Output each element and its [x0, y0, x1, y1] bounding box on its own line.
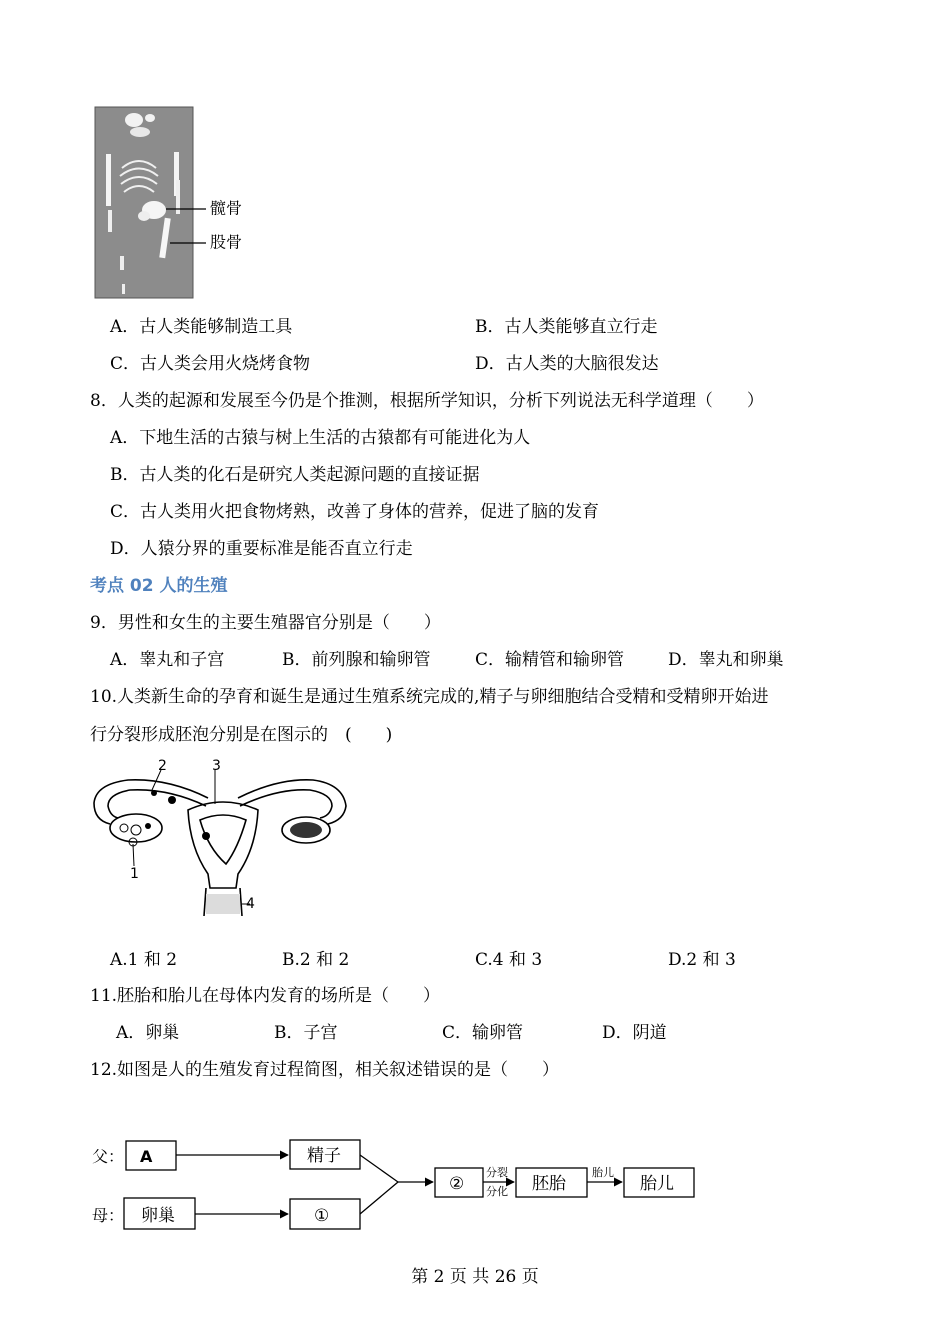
split-bottom-text: 分化 [486, 1185, 508, 1198]
fig-label-1: 1 [130, 866, 139, 882]
q10-option-a[interactable]: A.1 和 2 [110, 950, 178, 970]
q7-option-c[interactable]: C．古人类会用火烧烤食物 [110, 354, 311, 374]
skeleton-figure [94, 106, 254, 300]
circle2-text: ② [449, 1174, 465, 1194]
female-reproductive-illustration [88, 758, 358, 918]
q12-stem: 12.如图是人的生殖发育过程简图，相关叙述错误的是（ ） [90, 1060, 560, 1080]
q9-stem: 9．男性和女生的主要生殖器官分别是（ ） [90, 613, 441, 633]
q11-stem: 11.胚胎和胎儿在母体内发育的场所是（ ） [90, 986, 441, 1006]
q8-stem: 8．人类的起源和发展至今仍是个推测，根据所学知识，分析下列说法无科学道理（ ） [90, 391, 764, 411]
q10-option-c[interactable]: C.4 和 3 [475, 950, 543, 970]
q11-option-d[interactable]: D．阴道 [602, 1023, 667, 1043]
q9-option-a[interactable]: A．睾丸和子宫 [110, 650, 225, 670]
sperm-text: 精子 [307, 1146, 341, 1166]
page-footer: 第 2 页 共 26 页 [411, 1267, 539, 1287]
uterus-diagram [88, 758, 358, 918]
box-a-text: A [140, 1147, 153, 1166]
q8-option-d[interactable]: D．人猿分界的重要标准是能否直立行走 [110, 539, 413, 559]
q7-option-d[interactable]: D．古人类的大脑很发达 [475, 354, 659, 374]
q8-option-c[interactable]: C．古人类用火把食物烤熟，改善了身体的营养，促进了脑的发育 [110, 502, 600, 522]
q11-option-a[interactable]: A．卵巢 [116, 1023, 180, 1043]
father-label: 父： [92, 1147, 125, 1166]
skeleton-illustration [94, 106, 254, 300]
fig-label-3: 3 [212, 758, 221, 774]
q10-option-d[interactable]: D.2 和 3 [668, 950, 736, 970]
fetus-text: 胎儿 [640, 1174, 674, 1194]
q7-option-b[interactable]: B．古人类能够直立行走 [475, 317, 658, 337]
q10-stem-line2: 行分裂形成胚泡分别是在图示的 ( ) [90, 725, 393, 745]
q9-option-c[interactable]: C．输精管和输卵管 [475, 650, 625, 670]
mother-label: 母： [92, 1206, 125, 1225]
split-top-text: 分裂 [486, 1166, 508, 1179]
hip-bone-label: 髋骨 [210, 198, 243, 218]
flow-diagram-svg [88, 1132, 708, 1236]
femur-label: 股骨 [210, 232, 243, 252]
q9-option-d[interactable]: D．睾丸和卵巢 [668, 650, 784, 670]
fetus-arrow-text: 胎儿 [592, 1166, 614, 1179]
q8-option-b[interactable]: B．古人类的化石是研究人类起源问题的直接证据 [110, 465, 480, 485]
fig-label-4: 4 [246, 896, 255, 912]
reproduction-flow-diagram [88, 1132, 708, 1236]
q7-option-a[interactable]: A．古人类能够制造工具 [110, 317, 293, 337]
ovary-text: 卵巢 [141, 1206, 175, 1226]
q10-option-b[interactable]: B.2 和 2 [282, 950, 350, 970]
fig-label-2: 2 [158, 758, 167, 774]
q11-option-c[interactable]: C．输卵管 [442, 1023, 524, 1043]
q10-stem-line1: 10.人类新生命的孕育和诞生是通过生殖系统完成的,精子与卵细胞结合受精和受精卵开始进 [90, 687, 769, 707]
q8-option-a[interactable]: A．下地生活的古猿与树上生活的古猿都有可能进化为人 [110, 428, 531, 448]
section-heading: 考点 02 人的生殖 [90, 576, 228, 596]
q9-option-b[interactable]: B．前列腺和输卵管 [282, 650, 431, 670]
embryo-text: 胚胎 [532, 1174, 566, 1194]
q11-option-b[interactable]: B．子宫 [274, 1023, 338, 1043]
circle1-text: ① [314, 1206, 330, 1226]
